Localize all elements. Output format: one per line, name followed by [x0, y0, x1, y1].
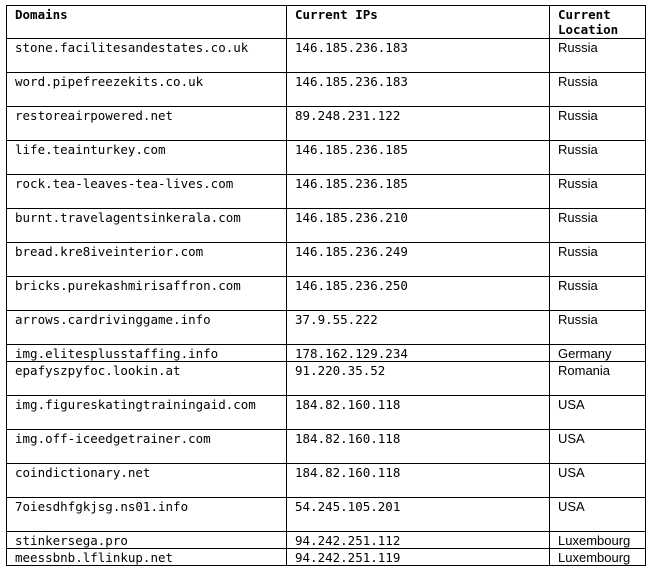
- table-row: [7, 430, 646, 464]
- location-cell: Russia: [550, 311, 646, 345]
- location-cell: Germany: [550, 345, 646, 362]
- location-cell: Russia: [550, 175, 646, 209]
- domain-cell: life.teainturkey.com: [7, 141, 287, 175]
- table-row: [7, 141, 646, 175]
- domain-cell: stinkersega.pro: [7, 532, 287, 549]
- table-row: [7, 73, 646, 107]
- location-cell: Romania: [550, 362, 646, 396]
- ip-cell: 91.220.35.52: [287, 362, 550, 396]
- domain-cell: epafyszpyfoc.lookin.at: [7, 362, 287, 396]
- table-row: [7, 243, 646, 277]
- location-cell: Russia: [550, 107, 646, 141]
- domain-cell: meessbnb.lflinkup.net: [7, 549, 287, 566]
- location-cell: Luxembourg: [550, 532, 646, 549]
- ip-cell: 146.185.236.250: [287, 277, 550, 311]
- ip-cell: 146.185.236.183: [287, 73, 550, 107]
- table-row: [7, 532, 646, 549]
- domain-cell: stone.facilitesandestates.co.uk: [7, 39, 287, 73]
- table-row: [7, 39, 646, 73]
- domain-cell: 7oiesdhfgkjsg.ns01.info: [7, 498, 287, 532]
- domain-cell: img.figureskatingtrainingaid.com: [7, 396, 287, 430]
- header-current-location-text: Current Location: [558, 7, 619, 37]
- location-cell: Russia: [550, 39, 646, 73]
- header-domains: Domains: [7, 6, 287, 39]
- location-cell: Russia: [550, 277, 646, 311]
- ip-cell: 184.82.160.118: [287, 464, 550, 498]
- table-row: [7, 498, 646, 532]
- domain-cell: bricks.purekashmirisaffron.com: [7, 277, 287, 311]
- location-cell: Russia: [550, 73, 646, 107]
- location-cell: Russia: [550, 243, 646, 277]
- header-current-location: [550, 6, 646, 39]
- domain-cell: rock.tea-leaves-tea-lives.com: [7, 175, 287, 209]
- header-current-ips: Current IPs: [287, 6, 550, 39]
- domain-cell: arrows.cardrivinggame.info: [7, 311, 287, 345]
- table-row: [7, 362, 646, 396]
- table-row: [7, 311, 646, 345]
- ip-cell: 146.185.236.185: [287, 175, 550, 209]
- domain-cell: img.elitesplusstaffing.info: [7, 345, 287, 362]
- domain-cell: burnt.travelagentsinkerala.com: [7, 209, 287, 243]
- ip-cell: 184.82.160.118: [287, 396, 550, 430]
- domain-cell: bread.kre8iveinterior.com: [7, 243, 287, 277]
- location-cell: Luxembourg: [550, 549, 646, 566]
- ip-cell: 146.185.236.185: [287, 141, 550, 175]
- table-row: [7, 345, 646, 362]
- location-cell: USA: [550, 464, 646, 498]
- table-row: [7, 464, 646, 498]
- table-row: [7, 107, 646, 141]
- table-row: [7, 396, 646, 430]
- ip-cell: 89.248.231.122: [287, 107, 550, 141]
- table-row: [7, 209, 646, 243]
- ip-cell: 146.185.236.210: [287, 209, 550, 243]
- table-row: [7, 277, 646, 311]
- location-cell: USA: [550, 430, 646, 464]
- ip-cell: 94.242.251.112: [287, 532, 550, 549]
- location-cell: Russia: [550, 141, 646, 175]
- ip-cell: 178.162.129.234: [287, 345, 550, 362]
- domain-cell: coindictionary.net: [7, 464, 287, 498]
- domain-cell: word.pipefreezekits.co.uk: [7, 73, 287, 107]
- ip-cell: 94.242.251.119: [287, 549, 550, 566]
- location-cell: USA: [550, 396, 646, 430]
- header-row: [7, 6, 646, 39]
- ip-cell: 184.82.160.118: [287, 430, 550, 464]
- domain-cell: restoreairpowered.net: [7, 107, 287, 141]
- ip-cell: 54.245.105.201: [287, 498, 550, 532]
- ip-cell: 146.185.236.249: [287, 243, 550, 277]
- domains-table: [6, 5, 646, 566]
- table-body: [7, 39, 646, 566]
- location-cell: Russia: [550, 209, 646, 243]
- table-row: [7, 175, 646, 209]
- domain-cell: img.off-iceedgetrainer.com: [7, 430, 287, 464]
- ip-cell: 37.9.55.222: [287, 311, 550, 345]
- ip-cell: 146.185.236.183: [287, 39, 550, 73]
- location-cell: USA: [550, 498, 646, 532]
